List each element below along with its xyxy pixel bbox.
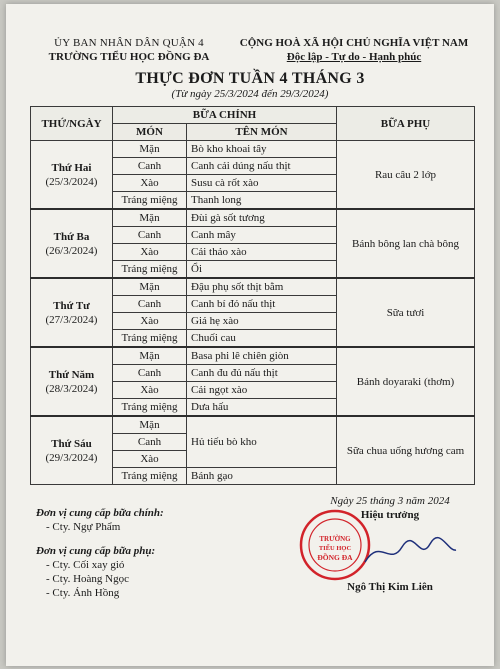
side-supplier-item: - Cty. Ánh Hồng xyxy=(46,587,120,599)
main-supplier-label: Đơn vị cung cấp bữa chính: xyxy=(36,507,164,519)
day-cell xyxy=(31,278,113,347)
dish-name-cell: Canh bí đỏ nấu thịt xyxy=(187,296,337,313)
dish-type-cell: Mặn xyxy=(113,141,187,158)
dish-name-cell: Hủ tiếu bò kho xyxy=(187,416,337,468)
dish-type-cell: Xào xyxy=(113,175,187,192)
day-date: (26/3/2024) xyxy=(45,244,98,257)
header-left xyxy=(34,36,224,64)
side-meal-cell: Sữa chua uống hương cam xyxy=(337,416,475,485)
dish-type-cell: Xào xyxy=(113,313,187,330)
dish-type-cell: Tráng miệng xyxy=(113,261,187,279)
side-meal-cell: Bánh doyaraki (thơm) xyxy=(337,347,475,416)
dish-name-cell: Thanh long xyxy=(187,192,337,210)
day-name: Thứ Hai xyxy=(51,161,92,174)
col-name-header: TÊN MÓN xyxy=(187,124,337,141)
signatory-name: Ngô Thị Kim Liên xyxy=(347,581,433,593)
col-day-header: THỨ/NGÀY xyxy=(31,107,113,141)
day-name: Thứ Sáu xyxy=(51,437,92,450)
dish-name-cell: Dưa hấu xyxy=(187,399,337,417)
side-supplier-label: Đơn vị cung cấp bữa phụ: xyxy=(36,545,156,557)
republic-name: CỘNG HOÀ XÃ HỘI CHỦ NGHĨA VIỆT NAM xyxy=(239,37,469,49)
day-name: Thứ Ba xyxy=(53,230,90,243)
day-cell xyxy=(31,141,113,210)
menu-table xyxy=(30,106,475,485)
dish-type-cell: Mặn xyxy=(113,278,187,296)
side-meal-cell: Rau câu 2 lớp xyxy=(337,141,475,210)
dish-type-cell: Tráng miệng xyxy=(113,192,187,210)
col-type-header: MÓN xyxy=(113,124,187,141)
menu-body xyxy=(31,141,475,485)
dish-name-cell: Canh mây xyxy=(187,227,337,244)
dish-type-cell: Tráng miệng xyxy=(113,330,187,348)
day-cell xyxy=(31,209,113,278)
dish-type-cell: Canh xyxy=(113,158,187,175)
table-row xyxy=(31,416,475,434)
dish-name-cell: Giá hẹ xào xyxy=(187,313,337,330)
day-name: Thứ Năm xyxy=(48,368,95,381)
dish-name-cell: Đùi gà sốt tương xyxy=(187,209,337,227)
dish-type-cell: Xào xyxy=(113,451,187,468)
dish-name-cell: Chuối cau xyxy=(187,330,337,348)
dish-name-cell: Susu cà rốt xào xyxy=(187,175,337,192)
dish-type-cell: Mặn xyxy=(113,416,187,434)
dish-name-cell: Canh cải dúng nấu thịt xyxy=(187,158,337,175)
day-cell xyxy=(31,416,113,485)
signature-date: Ngày 25 tháng 3 năm 2024 xyxy=(330,495,450,507)
day-name: Thứ Tư xyxy=(53,299,90,312)
page-subtitle: (Từ ngày 25/3/2024 đến 29/3/2024) xyxy=(171,88,329,100)
suppliers-block xyxy=(36,506,164,600)
dish-type-cell: Mặn xyxy=(113,347,187,365)
dish-name-cell: Bò kho khoai tây xyxy=(187,141,337,158)
day-cell xyxy=(31,347,113,416)
svg-text:TIỂU HỌC: TIỂU HỌC xyxy=(318,545,352,552)
dish-name-cell: Basa phi lê chiên giòn xyxy=(187,347,337,365)
col-main-header: BỮA CHÍNH xyxy=(113,107,337,124)
dish-name-cell: Ổi xyxy=(187,261,337,279)
dish-type-cell: Mặn xyxy=(113,209,187,227)
side-supplier-item: - Cty. Hoàng Ngọc xyxy=(46,573,130,585)
table-row xyxy=(31,347,475,365)
table-row xyxy=(31,278,475,296)
dish-name-cell: Bánh gạo xyxy=(187,468,337,485)
svg-text:ĐỒNG ĐA: ĐỒNG ĐA xyxy=(317,553,353,562)
dish-type-cell: Tráng miệng xyxy=(113,468,187,485)
header-right xyxy=(230,36,478,64)
dish-name-cell: Đậu phụ sốt thịt bằm xyxy=(187,278,337,296)
page-title: THỰC ĐƠN TUẦN 4 THÁNG 3 xyxy=(135,70,365,87)
col-side-header: BỮA PHỤ xyxy=(337,107,475,141)
day-date: (28/3/2024) xyxy=(45,382,98,395)
main-supplier-item: - Cty. Ngự Phẩm xyxy=(46,521,121,533)
dish-type-cell: Canh xyxy=(113,227,187,244)
school-name: TRƯỜNG TIỂU HỌC ĐỒNG ĐA xyxy=(48,51,210,63)
day-date: (29/3/2024) xyxy=(45,451,98,464)
side-meal-cell: Sữa tươi xyxy=(337,278,475,347)
table-row xyxy=(31,141,475,158)
svg-text:TRƯỜNG: TRƯỜNG xyxy=(319,535,351,543)
signature-role: Hiệu trưởng xyxy=(360,509,420,521)
day-date: (25/3/2024) xyxy=(45,175,98,188)
dish-type-cell: Xào xyxy=(113,382,187,399)
table-row xyxy=(31,209,475,227)
dish-type-cell: Xào xyxy=(113,244,187,261)
dish-type-cell: Tráng miệng xyxy=(113,399,187,417)
dish-name-cell: Cải ngọt xào xyxy=(187,382,337,399)
side-meal-cell: Bánh bông lan chà bông xyxy=(337,209,475,278)
dish-name-cell: Cải thảo xào xyxy=(187,244,337,261)
side-supplier-item: - Cty. Cối xay gió xyxy=(46,559,125,571)
day-date: (27/3/2024) xyxy=(45,313,98,326)
org-name: ỦY BAN NHÂN DÂN QUẬN 4 xyxy=(54,37,204,49)
signature-scribble xyxy=(360,532,460,572)
dish-type-cell: Canh xyxy=(113,365,187,382)
dish-type-cell: Canh xyxy=(113,296,187,313)
dish-name-cell: Canh đu đủ nấu thịt xyxy=(187,365,337,382)
motto: Độc lập - Tự do - Hạnh phúc xyxy=(286,51,422,63)
dish-type-cell: Canh xyxy=(113,434,187,451)
